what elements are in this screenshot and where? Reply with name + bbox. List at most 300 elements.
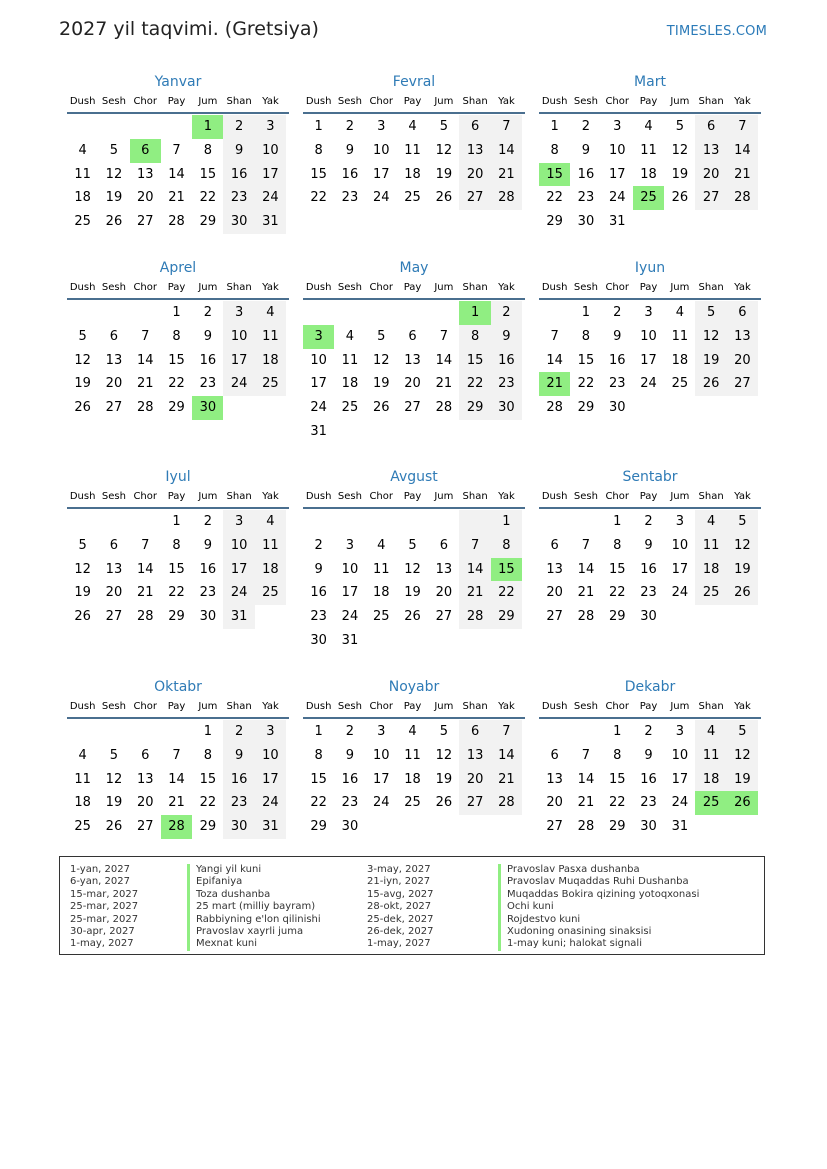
day-cell: 7 — [141, 537, 150, 553]
empty-cell — [67, 115, 98, 139]
day-cell: 13 — [459, 139, 490, 163]
legend-holiday-name: Ochi kuni — [507, 901, 554, 913]
day-cell: 27 — [404, 400, 421, 416]
empty-cell — [397, 420, 428, 444]
day-cell: 28 — [459, 605, 490, 629]
day-cell: 1 — [491, 510, 522, 534]
legend-holiday-name: Pravoslav Pasxa dushanba — [507, 864, 640, 875]
day-cell: 1 — [459, 301, 490, 325]
day-cell: 3 — [377, 724, 386, 739]
empty-cell — [539, 510, 570, 534]
legend-holiday-name: Pravoslav xayrli juma — [196, 925, 304, 937]
weekday-label: Chor — [369, 282, 394, 293]
month-name: May — [399, 260, 429, 276]
day-cell: 13 — [546, 561, 563, 577]
weekday-label: Yak — [734, 491, 751, 502]
day-cell: 5 — [78, 537, 87, 553]
day-cell: 4 — [78, 747, 87, 763]
day-cell: 9 — [223, 744, 254, 768]
day-cell: 15 — [608, 561, 626, 577]
empty-cell — [695, 210, 726, 234]
day-cell: 9 — [345, 747, 355, 763]
day-cell: 12 — [74, 561, 91, 577]
legend-dates-left — [70, 864, 138, 951]
empty-cell — [459, 510, 490, 534]
day-cell: 28 — [161, 815, 192, 839]
empty-cell — [366, 815, 397, 839]
month-noyabr — [303, 677, 525, 839]
weekday-label: Pay — [639, 701, 658, 712]
weekday-header — [539, 699, 761, 719]
day-cell: 17 — [372, 166, 390, 182]
month-mart — [539, 72, 761, 234]
day-cell: 18 — [255, 558, 286, 582]
day-cell: 29 — [199, 214, 217, 230]
month-name: Noyabr — [388, 679, 440, 695]
day-cell: 11 — [404, 142, 421, 158]
day-cell: 4 — [377, 537, 386, 553]
day-cell: 27 — [546, 819, 563, 835]
day-cell: 3 — [303, 325, 334, 349]
day-cell: 13 — [105, 561, 123, 577]
day-cell: 28 — [491, 186, 522, 210]
weekday-label: Chor — [133, 701, 158, 712]
weekday-label: Shan — [226, 96, 252, 107]
day-cell: 7 — [141, 328, 150, 344]
day-cell: 12 — [74, 352, 91, 368]
day-cell: 10 — [671, 747, 689, 763]
day-cell: 1 — [314, 724, 323, 739]
day-cell: 16 — [640, 771, 657, 787]
weekday-label: Dush — [305, 282, 332, 293]
day-cell: 17 — [640, 352, 657, 368]
month-name: Iyul — [165, 469, 191, 485]
day-cell: 5 — [377, 328, 386, 344]
day-cell: 16 — [310, 585, 327, 601]
legend-date: 21-iyn, 2027 — [367, 876, 431, 888]
day-cell: 31 — [255, 815, 286, 839]
month-fevral — [303, 72, 525, 210]
day-cell: 13 — [136, 771, 154, 787]
weekday-label: Shan — [226, 701, 252, 712]
day-cell: 2 — [644, 514, 653, 529]
weekday-label: Dush — [541, 491, 568, 502]
day-cell: 29 — [199, 819, 217, 835]
day-cell: 27 — [546, 609, 563, 625]
day-cell: 26 — [74, 609, 91, 625]
empty-cell — [397, 510, 428, 534]
weekday-label: Yak — [734, 96, 751, 107]
empty-cell — [334, 301, 365, 325]
day-cell: 16 — [640, 561, 657, 577]
day-cell: 28 — [491, 791, 522, 815]
legend-holiday-name: Epifaniya — [196, 876, 243, 888]
day-cell: 31 — [255, 210, 286, 234]
day-cell: 9 — [644, 537, 653, 553]
day-cell: 9 — [203, 328, 212, 344]
weekday-label: Chor — [369, 491, 394, 502]
day-cell: 23 — [577, 190, 595, 206]
day-cell: 1 — [613, 514, 622, 529]
weekday-label: Chor — [133, 491, 158, 502]
weekday-header — [303, 280, 525, 300]
day-cell: 29 — [459, 396, 490, 420]
day-cell: 6 — [695, 115, 726, 139]
day-cell: 15 — [491, 558, 522, 582]
day-cell: 6 — [408, 328, 417, 344]
day-cell: 10 — [608, 142, 626, 158]
day-cell: 23 — [640, 795, 657, 811]
day-cell: 2 — [491, 301, 522, 325]
day-cell: 14 — [546, 352, 563, 368]
empty-cell — [570, 720, 601, 744]
empty-cell — [428, 629, 459, 653]
weekday-label: Pay — [639, 282, 658, 293]
weekday-label: Chor — [369, 96, 394, 107]
weekday-label: Chor — [133, 282, 158, 293]
day-cell: 14 — [136, 561, 154, 577]
day-cell: 11 — [372, 561, 390, 577]
day-cell: 31 — [341, 632, 359, 648]
day-cell: 11 — [255, 325, 286, 349]
day-grid — [303, 510, 525, 653]
day-cell: 11 — [74, 771, 91, 787]
day-cell: 1 — [172, 514, 181, 529]
month-yanvar — [67, 72, 289, 234]
day-cell: 4 — [78, 142, 87, 158]
weekday-label: Jum — [670, 701, 690, 712]
day-cell: 3 — [223, 301, 254, 325]
day-cell: 16 — [491, 349, 522, 373]
day-grid — [67, 510, 289, 629]
empty-cell — [366, 420, 397, 444]
day-cell: 17 — [223, 349, 254, 373]
empty-cell — [255, 396, 286, 420]
legend-dates-right — [367, 864, 434, 951]
day-cell: 14 — [136, 352, 154, 368]
month-name: Mart — [634, 74, 666, 90]
legend-holiday-name: 25 mart (milliy bayram) — [196, 901, 316, 913]
day-cell: 10 — [372, 142, 390, 158]
day-cell: 2 — [581, 119, 591, 134]
weekday-label: Pay — [167, 96, 186, 107]
weekday-label: Shan — [698, 701, 724, 712]
legend-date: 25-dek, 2027 — [367, 913, 434, 925]
weekday-label: Sesh — [573, 491, 598, 502]
day-grid — [539, 720, 761, 839]
legend-marker-right — [498, 864, 501, 951]
day-cell: 25 — [695, 581, 726, 605]
weekday-header — [67, 94, 289, 114]
day-cell: 8 — [459, 325, 490, 349]
weekday-label: Yak — [262, 282, 279, 293]
day-cell: 29 — [546, 214, 563, 230]
day-cell: 14 — [491, 744, 522, 768]
day-cell: 3 — [345, 537, 355, 553]
day-cell: 12 — [404, 561, 421, 577]
day-cell: 4 — [408, 119, 417, 134]
page-title: 2027 yil taqvimi. (Gretsiya) — [59, 18, 319, 40]
legend-date: 28-okt, 2027 — [367, 901, 432, 913]
day-cell: 7 — [491, 115, 522, 139]
day-cell: 22 — [491, 581, 522, 605]
legend-holiday-name: Mexnat kuni — [196, 938, 258, 950]
day-cell: 25 — [372, 609, 390, 625]
weekday-label: Chor — [605, 491, 630, 502]
day-cell: 24 — [372, 795, 390, 811]
legend-date: 25-mar, 2027 — [70, 913, 139, 925]
empty-cell — [397, 815, 428, 839]
day-cell: 22 — [546, 190, 563, 206]
day-cell: 18 — [404, 166, 421, 182]
day-cell: 16 — [223, 768, 254, 792]
day-cell: 15 — [199, 166, 217, 182]
weekday-label: Jum — [434, 701, 454, 712]
day-cell: 4 — [255, 510, 286, 534]
day-cell: 11 — [640, 142, 657, 158]
weekday-label: Shan — [226, 491, 252, 502]
day-cell: 28 — [727, 186, 758, 210]
day-cell: 19 — [435, 166, 453, 182]
empty-cell — [491, 420, 522, 444]
day-cell: 13 — [727, 325, 758, 349]
weekday-label: Sesh — [337, 491, 362, 502]
day-cell: 2 — [345, 119, 355, 134]
day-cell: 5 — [109, 747, 119, 763]
day-cell: 1 — [550, 119, 559, 134]
day-cell: 13 — [435, 561, 453, 577]
empty-cell — [664, 605, 695, 629]
day-cell: 15 — [577, 352, 595, 368]
day-cell: 31 — [671, 819, 689, 835]
day-cell: 14 — [727, 139, 758, 163]
day-cell: 9 — [345, 142, 355, 158]
day-cell: 23 — [199, 376, 217, 392]
day-cell: 14 — [168, 166, 185, 182]
day-cell: 9 — [644, 747, 653, 763]
day-cell: 1 — [581, 305, 591, 320]
weekday-label: Dush — [541, 701, 568, 712]
weekday-label: Jum — [198, 282, 218, 293]
weekday-label: Jum — [670, 96, 690, 107]
day-cell: 8 — [172, 537, 181, 553]
weekday-label: Pay — [639, 491, 658, 502]
day-cell: 22 — [577, 376, 595, 392]
day-cell: 21 — [727, 163, 758, 187]
month-name: Aprel — [159, 260, 197, 276]
empty-cell — [633, 210, 664, 234]
weekday-header — [539, 94, 761, 114]
day-cell: 3 — [675, 724, 684, 739]
day-cell: 30 — [223, 815, 254, 839]
day-cell: 14 — [435, 352, 453, 368]
day-cell: 13 — [404, 352, 421, 368]
day-cell: 6 — [439, 537, 448, 553]
empty-cell — [130, 115, 161, 139]
weekday-label: Dush — [69, 96, 96, 107]
day-cell: 9 — [223, 139, 254, 163]
day-cell: 7 — [581, 537, 591, 553]
day-cell: 1 — [203, 724, 212, 739]
day-cell: 18 — [404, 771, 421, 787]
legend-date: 26-dek, 2027 — [367, 925, 434, 937]
day-cell: 26 — [671, 190, 689, 206]
legend-names-right — [507, 864, 699, 951]
weekday-label: Yak — [734, 701, 751, 712]
day-cell: 28 — [546, 400, 563, 416]
empty-cell — [727, 815, 758, 839]
day-cell: 18 — [372, 585, 390, 601]
day-cell: 21 — [168, 190, 185, 206]
day-cell: 21 — [491, 163, 522, 187]
empty-cell — [397, 301, 428, 325]
day-cell: 12 — [105, 771, 123, 787]
day-cell: 15 — [539, 163, 570, 187]
weekday-label: Shan — [462, 701, 488, 712]
day-cell: 19 — [435, 771, 453, 787]
day-cell: 22 — [310, 190, 327, 206]
day-cell: 23 — [608, 376, 626, 392]
day-grid — [539, 301, 761, 420]
day-grid — [303, 720, 525, 839]
day-cell: 21 — [168, 795, 185, 811]
day-cell: 30 — [608, 400, 626, 416]
day-cell: 12 — [372, 352, 390, 368]
day-cell: 28 — [136, 400, 154, 416]
empty-cell — [98, 301, 129, 325]
day-grid — [67, 115, 289, 234]
weekday-label: Jum — [434, 282, 454, 293]
day-cell: 10 — [255, 744, 286, 768]
day-cell: 26 — [727, 581, 758, 605]
day-cell: 7 — [439, 328, 448, 344]
legend-holiday-name: Rojdestvo kuni — [507, 913, 581, 925]
weekday-label: Chor — [605, 96, 630, 107]
day-cell: 18 — [74, 190, 91, 206]
empty-cell — [539, 720, 570, 744]
empty-cell — [223, 396, 254, 420]
day-cell: 3 — [613, 119, 622, 134]
day-cell: 4 — [255, 301, 286, 325]
day-cell: 14 — [491, 139, 522, 163]
weekday-label: Shan — [698, 491, 724, 502]
day-cell: 13 — [695, 139, 726, 163]
day-cell: 18 — [255, 349, 286, 373]
day-grid — [539, 510, 761, 629]
day-cell: 13 — [105, 352, 123, 368]
holiday-legend — [59, 856, 765, 955]
day-cell: 7 — [172, 142, 181, 158]
weekday-label: Dush — [305, 491, 332, 502]
day-cell: 23 — [341, 795, 359, 811]
day-cell: 3 — [377, 119, 386, 134]
site-link[interactable]: TIMESLES.COM — [666, 24, 767, 39]
day-cell: 10 — [671, 537, 689, 553]
day-cell: 29 — [577, 400, 595, 416]
day-cell: 26 — [105, 819, 123, 835]
empty-cell — [727, 210, 758, 234]
day-cell: 20 — [136, 795, 154, 811]
day-cell: 18 — [671, 352, 689, 368]
legend-date: 1-may, 2027 — [367, 938, 431, 950]
legend-holiday-name: Muqaddas Bokira qizining yotoqxonasi — [507, 888, 700, 900]
weekday-label: Pay — [639, 96, 658, 107]
day-cell: 19 — [105, 795, 123, 811]
day-cell: 9 — [581, 142, 591, 158]
day-cell: 4 — [408, 724, 417, 739]
day-cell: 15 — [310, 771, 327, 787]
day-cell: 24 — [223, 372, 254, 396]
day-cell: 17 — [671, 771, 689, 787]
day-cell: 15 — [168, 352, 185, 368]
legend-date: 25-mar, 2027 — [70, 901, 139, 913]
day-cell: 26 — [105, 214, 123, 230]
weekday-label: Jum — [670, 491, 690, 502]
weekday-label: Chor — [605, 282, 630, 293]
weekday-label: Jum — [434, 491, 454, 502]
day-cell: 27 — [459, 791, 490, 815]
day-cell: 24 — [310, 400, 327, 416]
day-cell: 27 — [136, 819, 154, 835]
day-cell: 4 — [644, 119, 653, 134]
weekday-label: Jum — [434, 96, 454, 107]
day-cell: 31 — [223, 605, 254, 629]
day-cell: 25 — [255, 372, 286, 396]
day-cell: 28 — [136, 609, 154, 625]
day-cell: 30 — [223, 210, 254, 234]
day-cell: 12 — [435, 747, 453, 763]
day-cell: 8 — [613, 537, 622, 553]
weekday-header — [303, 94, 525, 114]
day-cell: 18 — [640, 166, 657, 182]
day-cell: 24 — [255, 186, 286, 210]
weekday-label: Yak — [734, 282, 751, 293]
weekday-label: Sesh — [337, 96, 362, 107]
day-cell: 17 — [341, 585, 359, 601]
day-cell: 30 — [640, 609, 657, 625]
weekday-label: Chor — [369, 701, 394, 712]
legend-names-left — [196, 864, 321, 951]
month-sentabr — [539, 467, 761, 629]
empty-cell — [303, 510, 334, 534]
day-cell: 18 — [695, 768, 726, 792]
legend-date: 30-apr, 2027 — [70, 925, 135, 937]
legend-date: 6-yan, 2027 — [70, 876, 130, 888]
legend-marker-left — [187, 864, 190, 951]
day-cell: 12 — [671, 142, 689, 158]
day-cell: 26 — [435, 190, 453, 206]
empty-cell — [67, 510, 98, 534]
weekday-header — [539, 489, 761, 509]
empty-cell — [98, 720, 129, 744]
day-cell: 24 — [372, 190, 390, 206]
weekday-header — [67, 280, 289, 300]
day-cell: 3 — [255, 115, 286, 139]
day-cell: 6 — [550, 747, 559, 763]
day-cell: 6 — [141, 747, 150, 763]
day-cell: 21 — [539, 372, 570, 396]
legend-holiday-name: Yangi yil kuni — [196, 864, 262, 875]
legend-holiday-name: 1-may kuni; halokat signali — [507, 938, 642, 950]
empty-cell — [491, 629, 522, 653]
weekday-label: Dush — [305, 96, 332, 107]
day-cell: 16 — [608, 352, 626, 368]
weekday-label: Pay — [167, 701, 186, 712]
weekday-label: Pay — [403, 96, 422, 107]
day-cell: 5 — [727, 720, 758, 744]
day-cell: 10 — [223, 325, 254, 349]
weekday-label: Pay — [403, 491, 422, 502]
